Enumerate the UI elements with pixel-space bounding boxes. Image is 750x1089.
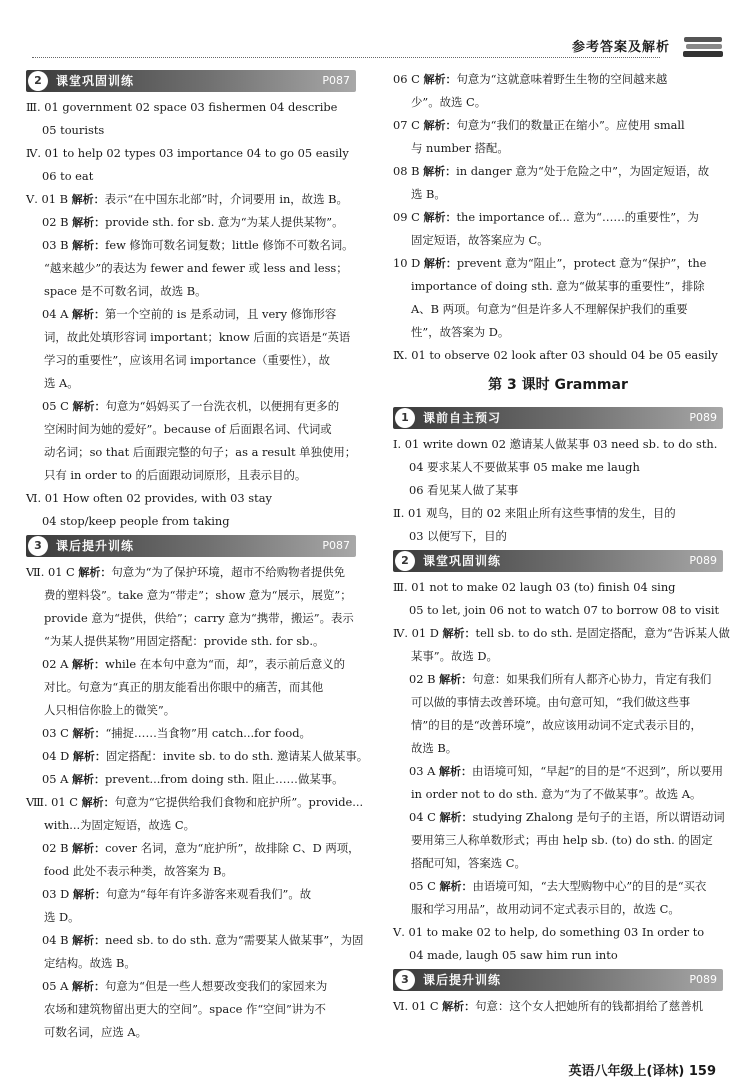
analysis-label: 解析：	[423, 165, 457, 178]
answer-line: 02 B 解析：cover 名词，意为“庇护所”，故排除 C、D 两项，	[42, 841, 360, 855]
answer-line: space 是不可数名词，故选 B。	[44, 284, 207, 298]
answer-line: 费的塑料袋”。take 意为“带走”；show 意为“展示，展览”；	[44, 588, 352, 602]
answer-line: 04 stop/keep people from taking	[42, 514, 230, 528]
answer-line: 学习的重要性”，应该用名词 importance（重要性），故	[44, 353, 331, 367]
analysis-label: 解析：	[72, 934, 106, 947]
left-column	[26, 68, 369, 1044]
answer-line: 02 B 解析：句意：如果我们所有人都齐心协力，肯定有我们	[409, 672, 712, 686]
answer-line: 07 C 解析：句意为“我们的数量正在缩小”。应使用 small	[393, 118, 685, 132]
answer-line: 搭配可知，答案选 C。	[411, 856, 526, 870]
answer-line: Ⅲ. 01 government 02 space 03 fishermen 04 describe	[26, 100, 338, 114]
answer-line: 农场和建筑物留出更大的空间”。space 作“空间”讲为不	[44, 1002, 326, 1016]
section-title: 课堂巩固训练	[56, 74, 135, 88]
analysis-label: 解析：	[72, 216, 106, 229]
answer-line: 05 tourists	[42, 123, 105, 137]
answer-line: Ⅲ. 01 not to make 02 laugh 03 (to) finish 04 sing	[393, 580, 676, 594]
answer-line: 04 D 解析：固定搭配：invite sb. to do sth. 邀请某人做某事。	[42, 749, 369, 763]
answer-line: 05 C 解析：由语境可知，“去大型购物中心”的目的是“买衣	[409, 879, 707, 893]
answer-line: Ⅵ. 01 How often 02 provides, with 03 stay	[26, 491, 272, 505]
answer-line: 人只相信你脸上的微笑”。	[44, 703, 176, 717]
section-bar	[393, 969, 723, 991]
books-icon	[682, 34, 726, 64]
answer-line: importance of doing sth. 意为“做某事的重要性”，排除	[411, 279, 705, 293]
section-number-badge: 3	[28, 536, 48, 556]
section-page-ref: P089	[689, 554, 717, 567]
answer-line: 05 A 解析：prevent...from doing sth. 阻止……做某事。	[42, 772, 344, 786]
answer-line: Ⅳ. 01 to help 02 types 03 importance 04 to go 05 easily	[26, 146, 349, 160]
section-title: 课堂巩固训练	[423, 554, 502, 568]
section-page-ref: P089	[689, 973, 717, 986]
analysis-label: 解析：	[438, 765, 472, 778]
section-title: 课前自主预习	[423, 411, 502, 425]
analysis-label: 解析：	[423, 73, 457, 86]
section-number-badge: 2	[395, 551, 415, 571]
section-bar	[393, 550, 723, 572]
answer-line: 可以做的事情去改善环境。由句意可知，“我们做这些事	[411, 695, 691, 709]
header-divider	[32, 57, 660, 58]
analysis-label: 解析：	[71, 193, 105, 206]
answer-line: 可数名词，应选 A。	[44, 1025, 147, 1039]
answer-line: 选 A。	[44, 376, 79, 390]
answer-line: 04 要求某人不要做某事 05 make me laugh	[409, 460, 640, 474]
answer-line: 06 看见某人做了某事	[409, 483, 519, 497]
answer-line: 定结构。故选 B。	[44, 956, 136, 970]
answer-line: 05 C 解析：句意为“妈妈买了一台洗衣机，以便拥有更多的	[42, 399, 340, 413]
answer-line: Ⅳ. 01 D 解析：tell sb. to do sth. 是固定搭配，意为“告诉某人做	[393, 626, 730, 640]
answer-line: “为某人提供某物”用固定搭配：provide sth. for sb.。	[44, 634, 325, 648]
analysis-label: 解析：	[81, 796, 115, 809]
answer-line: 对比。句意为“真正的朋友能看出你眼中的痛苦，而其他	[44, 680, 324, 694]
analysis-label: 解析：	[71, 308, 105, 321]
answer-line: 09 C 解析：the importance of... 意为“……的重要性”，为	[393, 210, 699, 224]
section-number-badge: 2	[28, 71, 48, 91]
answer-line: 03 B 解析：few 修饰可数名词复数；little 修饰不可数名词。	[42, 238, 354, 252]
analysis-label: 解析：	[423, 119, 457, 132]
lesson-heading: 第 3 课时 Grammar	[488, 377, 628, 393]
analysis-label: 解析：	[439, 811, 473, 824]
answer-line: 固定短语，故答案应为 C。	[411, 233, 549, 247]
section-number-badge: 3	[395, 970, 415, 990]
analysis-label: 解析：	[442, 627, 476, 640]
answer-line: 03 A 解析：由语境可知，“早起”的目的是“不迟到”，所以要用	[409, 764, 724, 778]
section-bar	[26, 70, 356, 92]
section-page-ref: P087	[322, 539, 350, 552]
analysis-label: 解析：	[72, 888, 106, 901]
section-number-badge: 1	[395, 408, 415, 428]
answer-line: 某事”。故选 D。	[411, 649, 498, 663]
analysis-label: 解析：	[78, 566, 112, 579]
header-title: 参考答案及解析	[571, 40, 670, 55]
answer-line: A、B 两项。句意为“但是许多人不理解保护我们的重要	[411, 302, 688, 316]
answer-line: 性”，故答案为 D。	[411, 325, 510, 339]
answer-line: 03 C 解析：“捕捉……当食物”用 catch...for food。	[42, 726, 311, 740]
answer-line: 与 number 搭配。	[411, 141, 509, 155]
section-bar	[393, 407, 723, 429]
answer-line: 08 B 解析：in danger 意为“处于危险之中”，为固定短语，故	[393, 164, 710, 178]
answer-line: “越来越少”的表达为 fewer and fewer 或 less and less；	[44, 261, 348, 275]
answer-line: Ⅴ. 01 to make 02 to help, do something 03 In order to	[393, 925, 705, 939]
answer-line: Ⅱ. 01 观鸟，目的 02 来阻止所有这些事情的发生，目的	[393, 506, 676, 520]
analysis-label: 解析：	[71, 980, 105, 993]
answer-line: 少”。故选 C。	[411, 95, 487, 109]
analysis-label: 解析：	[423, 211, 457, 224]
analysis-label: 解析：	[71, 658, 105, 671]
answer-line: 04 made, laugh 05 saw him run into	[409, 948, 618, 962]
page-footer: 英语八年级上(译林) 159	[568, 1064, 716, 1079]
analysis-label: 解析：	[72, 239, 106, 252]
answer-line: 10 D 解析：prevent 意为“阻止”，protect 意为“保护”，the	[393, 256, 707, 270]
answer-line: 情”的目的是“改善环境”，故应该用动词不定式表示目的，	[411, 718, 702, 732]
right-column	[393, 68, 730, 1018]
analysis-label: 解析：	[72, 727, 106, 740]
section-bar	[26, 535, 356, 557]
answer-line: 选 D。	[44, 910, 80, 924]
answer-line: 空闲时间为她的爱好”。because of 后面跟名词、代词或	[44, 422, 332, 436]
analysis-label: 解析：	[439, 673, 473, 686]
answer-line: food 此处不表示种类，故答案为 B。	[44, 864, 233, 878]
answer-line: Ⅰ. 01 write down 02 邀请某人做某事 03 need sb. to do sth.	[393, 437, 718, 451]
answer-line: 故选 B。	[411, 741, 458, 755]
answer-line: 03 以便写下，目的	[409, 529, 507, 543]
answer-line: with...为固定短语，故选 C。	[44, 818, 196, 832]
answer-line: 要用第三人称单数形式；再由 help sb. (to) do sth. 的固定	[411, 833, 713, 847]
answer-line: 02 A 解析：while 在本句中意为“而，却”，表示前后意义的	[42, 657, 345, 671]
answer-line: 词，故此处填形容词 important；know 后面的宾语是“英语	[44, 330, 351, 344]
analysis-label: 解析：	[72, 400, 106, 413]
answer-line: 06 to eat	[42, 169, 94, 183]
answer-line: Ⅴ. 01 B 解析：表示“在中国东北部”时，介词要用 in，故选 B。	[26, 192, 348, 206]
answer-line: 02 B 解析：provide sth. for sb. 意为“为某人提供某物”。	[42, 215, 344, 229]
answer-line: Ⅷ. 01 C 解析：句意为“它提供给我们食物和庇护所”。provide...	[26, 795, 364, 809]
answer-line: 03 D 解析：句意为“每年有许多游客来观看我们”。故	[42, 887, 312, 901]
analysis-label: 解析：	[72, 842, 106, 855]
answer-line: Ⅸ. 01 to observe 02 look after 03 should 04 be 05 easily	[393, 348, 718, 362]
answer-line: 06 C 解析：句意为“这就意味着野生生物的空间越来越	[393, 72, 668, 86]
page-header	[20, 36, 730, 60]
answer-line: 05 A 解析：句意为“但是一些人想要改变我们的家园来为	[42, 979, 328, 993]
answer-line: Ⅶ. 01 C 解析：句意为“为了保护环境，超市不给购物者提供免	[26, 565, 346, 579]
answer-line: 选 B。	[411, 187, 446, 201]
section-page-ref: P089	[689, 411, 717, 424]
section-title: 课后提升训练	[56, 539, 135, 553]
analysis-label: 解析：	[72, 750, 106, 763]
answer-line: in order not to do sth. 意为“为了不做某事”。故选 A。	[411, 787, 702, 801]
answer-line: provide 意为“提供，供给”；carry 意为“携带，搬运”。表示	[44, 611, 354, 625]
section-page-ref: P087	[322, 74, 350, 87]
answer-line: Ⅵ. 01 C 解析：句意：这个女人把她所有的钱都捐给了慈善机	[393, 999, 703, 1013]
section-title: 课后提升训练	[423, 973, 502, 987]
analysis-label: 解析：	[423, 257, 457, 270]
answer-line: 服和学习用品”，故用动词不定式表示目的，故选 C。	[411, 902, 680, 916]
answer-line: 05 to let, join 06 not to watch 07 to borrow 08 to visit	[409, 603, 720, 617]
answer-line: 04 A 解析：第一个空前的 is 是系动词，且 very 修饰形容	[42, 307, 337, 321]
answer-line: 只有 in order to 的后面跟动词原形，且表示目的。	[44, 468, 307, 482]
analysis-label: 解析：	[71, 773, 105, 786]
answer-line: 动名词；so that 后面跟完整的句子；as a result 单独使用；	[44, 445, 357, 459]
analysis-label: 解析：	[442, 1000, 476, 1013]
analysis-label: 解析：	[439, 880, 473, 893]
answer-line: 04 C 解析：studying Zhalong 是句子的主语，所以谓语动词	[409, 810, 725, 824]
answer-line: 04 B 解析：need sb. to do sth. 意为“需要某人做某事”，为固	[42, 933, 364, 947]
